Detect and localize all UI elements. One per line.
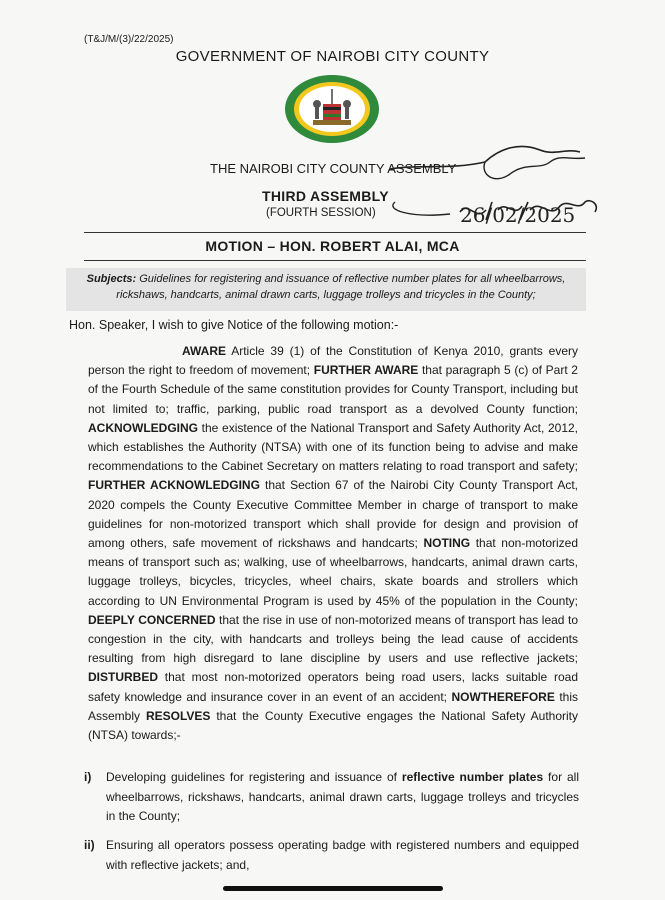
resolution-item [84,836,579,875]
subjects-text: Guidelines for registering and issuance of reflective number plates for all wheelbarrows, rickshaws, handcarts, animal drawn carts, luggage trolleys and tricycles in the County; [116,273,566,301]
handwritten-signature [390,140,610,230]
reference-number: (T&J/M/(3)/22/2025) [84,34,174,45]
motion-title: MOTION – HON. ROBERT ALAI, MCA [205,238,460,254]
clause-text: that the County Executive engages the National Safety Authority (NTSA) towards;- [88,708,578,743]
keyword: DISTURBED [88,670,159,685]
session-label: (FOURTH SESSION) [266,207,376,219]
item-number: ii) [84,838,95,852]
keyword: AWARE [182,344,227,358]
assembly-term: THIRD ASSEMBLY [262,188,389,204]
clause-text: the existence of the National Transport and Safety Authority Act, 2012, which establishes the Authority (NTSA) with one of its function being to advise and make recommendations to the Cabinet Secretary on matters relating to road transport and safety; [88,420,578,474]
clause-text: this Assembly [88,689,578,723]
government-heading: GOVERNMENT OF NAIROBI CITY COUNTY [175,48,490,65]
keyword: ACKNOWLEDGING [88,420,198,435]
subjects-label: Subjects: [86,273,137,285]
clause-text: Article 39 (1) of the Constitution of Kenya 2010, grants every person the right to freedom of movement; [88,344,578,378]
motion-body [88,342,578,745]
subjects-box [66,268,586,311]
home-indicator-bar[interactable] [223,886,443,891]
item-number: i) [84,770,92,784]
keyword: FURTHER AWARE [313,363,419,378]
clause-text: that the rise in use of non-motorized means of transport has lead to congestion in the city, with handcarts and trolleys being the lead cause of accidents resulting from high disregard to lane discipline by users and use reflective jackets; [88,612,578,666]
item-text: Ensuring all operators possess operating badge with registered numbers and equipped with reflective jackets; and, [106,838,579,872]
assembly-name: THE NAIROBI CITY COUNTY ASSEMBLY [210,161,457,176]
keyword: NOTING [423,536,471,551]
divider-bottom [84,260,586,261]
clause-text: that paragraph 5 (c) of Part 2 of the Fourth Schedule of the same constitution provides for County Transport, including but not limited to; traffic, parking, public road transport as a devolved County function; [88,363,578,416]
item-text: for all wheelbarrows, rickshaws, handcarts, animal drawn carts, luggage trolleys and tricycles in the County; [106,770,579,823]
keyword: NOWTHEREFORE [451,689,555,704]
item-text: Developing guidelines for registering and issuance of [106,770,402,784]
keyword: DEEPLY CONCERNED [88,612,216,627]
salutation: Hon. Speaker, I wish to give Notice of the following motion:- [69,318,399,332]
clause-text: that most non-motorized operators being road users, lacks suitable road safety knowledge and insurance cover in an event of an accident; [88,670,578,704]
resolution-item [84,768,579,827]
clause-text: that non-motorized means of transport such as; walking, use of wheelbarrows, handcarts, animal drawn carts, luggage trolleys, bicycles, tricycles, wheel chairs, skate boards and strollers which according to UN Environmental Program is used by 45% of the population in the County; [88,536,579,608]
keyword: FURTHER ACKNOWLEDGING [88,478,260,493]
divider-top [84,232,586,233]
item-emphasis: reflective number plates [401,770,544,784]
county-emblem-logo [283,74,381,144]
signature-date: 26/02/2025 [460,203,576,227]
keyword: RESOLVES [145,708,211,723]
clause-text: that Section 67 of the Nairobi City County Transport Act, 2020 compels the County Executive Committee Member in charge of transport to make guidelines for non-motorized transport which shall provide for design and provision of among others, safe movement of rickshaws and handcarts; [88,478,578,551]
